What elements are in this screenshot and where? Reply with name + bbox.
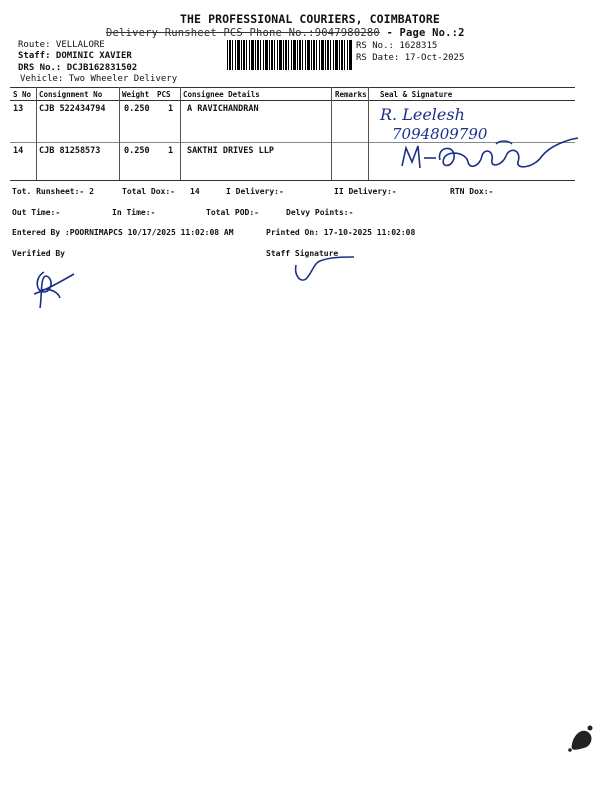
svg-text:7094809790: 7094809790 xyxy=(392,125,488,143)
document-title: THE PROFESSIONAL COURIERS, COIMBATORE xyxy=(180,12,440,26)
col-header-remarks: Remarks xyxy=(335,90,367,99)
handwritten-signature-2 xyxy=(396,136,586,178)
page-number: - Page No.:2 xyxy=(386,27,465,39)
verified-by: Verified By xyxy=(12,249,65,258)
col-header-weight: Weight xyxy=(122,90,150,99)
barcode xyxy=(227,40,353,70)
row-consignee: A RAVICHANDRAN xyxy=(187,104,259,114)
staff-signature-label: Staff Signature xyxy=(266,249,339,258)
total-runsheet: Tot. Runsheet:- 2 xyxy=(12,187,94,196)
total-dox-label: Total Dox:- xyxy=(122,187,175,196)
delvy-points: Delvy Points:- xyxy=(286,208,354,217)
rtn-dox: RTN Dox:- xyxy=(450,187,494,196)
vehicle: Vehicle: Two Wheeler Delivery xyxy=(20,74,178,84)
total-dox-value: 14 xyxy=(190,187,200,196)
svg-text:R. Leelesh: R. Leelesh xyxy=(380,105,465,124)
entered-by: Entered By :POORNIMAPCS 10/17/2025 11:02:08 AM xyxy=(12,228,234,237)
col-header-consignment: Consignment No xyxy=(39,90,103,99)
subtitle-line xyxy=(106,27,465,39)
row-sno: 13 xyxy=(13,104,24,114)
staff-signature-mark xyxy=(290,253,360,287)
col-header-pcs: PCS xyxy=(157,90,171,99)
col-divider xyxy=(119,87,120,180)
table-header-rule xyxy=(10,100,575,101)
row-pcs: 1 xyxy=(168,104,174,114)
col-header-seal-signature: Seal & Signature xyxy=(380,90,453,99)
col-divider xyxy=(331,87,332,180)
row-consignment: CJB 522434794 xyxy=(39,104,106,114)
total-pod: Total POD:- xyxy=(206,208,259,217)
rs-number: RS No.: 1628315 xyxy=(356,41,438,51)
col-divider xyxy=(36,87,37,180)
in-time: In Time:- xyxy=(112,208,156,217)
row-pcs: 1 xyxy=(168,146,174,156)
row-consignment: CJB 81258573 xyxy=(39,146,101,156)
col-divider xyxy=(180,87,181,180)
table-top-rule xyxy=(10,87,575,88)
rs-date: RS Date: 17-Oct-2025 xyxy=(356,53,465,63)
ii-delivery: II Delivery:- xyxy=(334,187,397,196)
route: Route: VELLALORE xyxy=(18,40,105,50)
staff: Staff: DOMINIC XAVIER xyxy=(18,51,132,61)
out-time: Out Time:- xyxy=(12,208,61,217)
i-delivery: I Delivery:- xyxy=(226,187,284,196)
ink-smudge xyxy=(566,722,596,754)
table-bottom-rule xyxy=(10,180,575,181)
col-divider xyxy=(368,87,369,180)
row-consignee: SAKTHI DRIVES LLP xyxy=(187,146,274,156)
col-header-consignee: Consignee Details xyxy=(183,90,260,99)
col-header-sno: S No xyxy=(13,90,32,99)
row-weight: 0.250 xyxy=(124,146,150,156)
verified-by-signature xyxy=(30,268,80,312)
row-sno: 14 xyxy=(13,146,24,156)
drs-number: DRS No.: DCJB162831502 xyxy=(18,63,138,73)
row-weight: 0.250 xyxy=(124,104,150,114)
subtitle-struck-text: Delivery Runsheet PCS Phone No.:9047980280 xyxy=(106,27,380,39)
printed-on: Printed On: 17-10-2025 11:02:08 xyxy=(266,228,416,237)
